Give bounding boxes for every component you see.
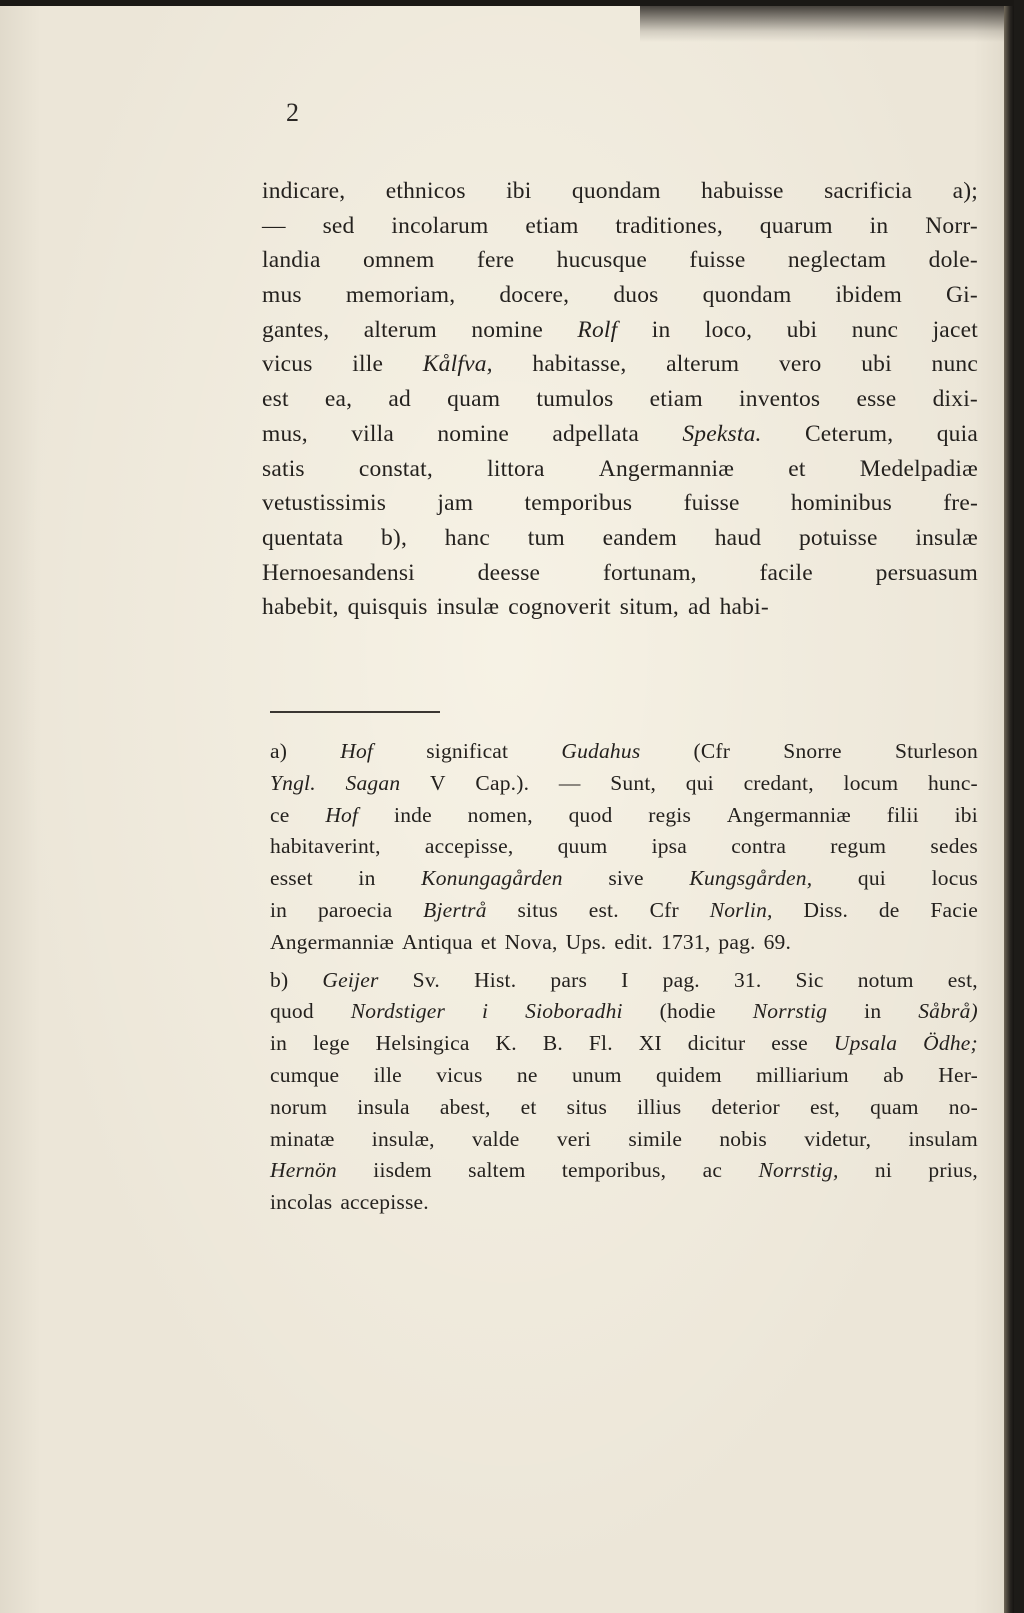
text-line: est ea, ad quam tumulos etiam inventos esse dixi- [262, 386, 978, 413]
text-line: gantes, alterum nomine Rolf in loco, ubi nunc jacet [262, 316, 978, 343]
text-line: Hernön iisdem saltem temporibus, ac Norrstig, ni prius, [270, 1158, 978, 1183]
text-line: quentata b), hanc tum eandem haud potuisse insulæ [262, 524, 978, 551]
text-line: in lege Helsingica K. B. Fl. XI dicitur esse Upsala Ödhe; [270, 1031, 978, 1056]
text-line: vetustissimis jam temporibus fuisse hominibus fre- [262, 490, 978, 517]
text-line: habitaverint, accepisse, quum ipsa contra regum sedes [270, 834, 978, 859]
text-line: vicus ille Kålfva, habitasse, alterum vero ubi nunc [262, 351, 978, 378]
main-text [262, 174, 978, 625]
text-line: minatæ insulæ, valde veri simile nobis videtur, insulam [270, 1126, 978, 1151]
footnote-b [270, 965, 978, 1219]
text-line: landia omnem fere hucusque fuisse neglectam dole- [262, 247, 978, 274]
text-line: indicare, ethnicos ibi quondam habuisse sacrificia a); [262, 178, 978, 204]
text-line: mus memoriam, docere, duos quondam ibidem Gi- [262, 282, 978, 309]
text-line: Yngl. Sagan V Cap.). — Sunt, qui credant, locum hunc- [270, 770, 978, 795]
text-line: cumque ille vicus ne unum quidem milliarium ab Her- [270, 1062, 978, 1087]
text-line: a) Hof significat Gudahus (Cfr Snorre Sturleson [270, 739, 978, 763]
text-line: in paroecia Bjertrå situs est. Cfr Norlin, Diss. de Facie [270, 897, 978, 922]
text-line: Hernoesandensi deesse fortunam, facile persuasum [262, 559, 978, 586]
text-line: — sed incolarum etiam traditiones, quarum in Norr- [262, 212, 978, 239]
text-line: mus, villa nomine adpellata Speksta. Ceterum, quia [262, 420, 978, 447]
text-line: b) Geijer Sv. Hist. pars I pag. 31. Sic notum est, [270, 967, 978, 992]
page-edge [1004, 6, 1014, 1613]
footnotes [270, 736, 978, 1219]
text-line: satis constat, littora Angermanniæ et Medelpadiæ [262, 455, 978, 482]
text-line: esset in Konungagården sive Kungsgården, qui locus [270, 866, 978, 891]
footnote-rule [270, 711, 440, 713]
scan-shadow [640, 6, 1014, 42]
text-line: quod Nordstiger i Sioboradhi (hodie Norrstig in Såbrå) [270, 999, 978, 1024]
text-line: ce Hof inde nomen, quod regis Angermanniæ filii ibi [270, 802, 978, 827]
text-line: habebit, quisquis insulæ cognoverit situm, ad habi- [262, 594, 769, 621]
footnote-a [270, 736, 978, 959]
text-line: incolas accepisse. [270, 1190, 429, 1215]
page-number: 2 [286, 98, 299, 127]
text-line: norum insula abest, et situs illius deterior est, quam no- [270, 1094, 978, 1119]
text-line: Angermanniæ Antiqua et Nova, Ups. edit. 1731, pag. 69. [270, 929, 792, 954]
